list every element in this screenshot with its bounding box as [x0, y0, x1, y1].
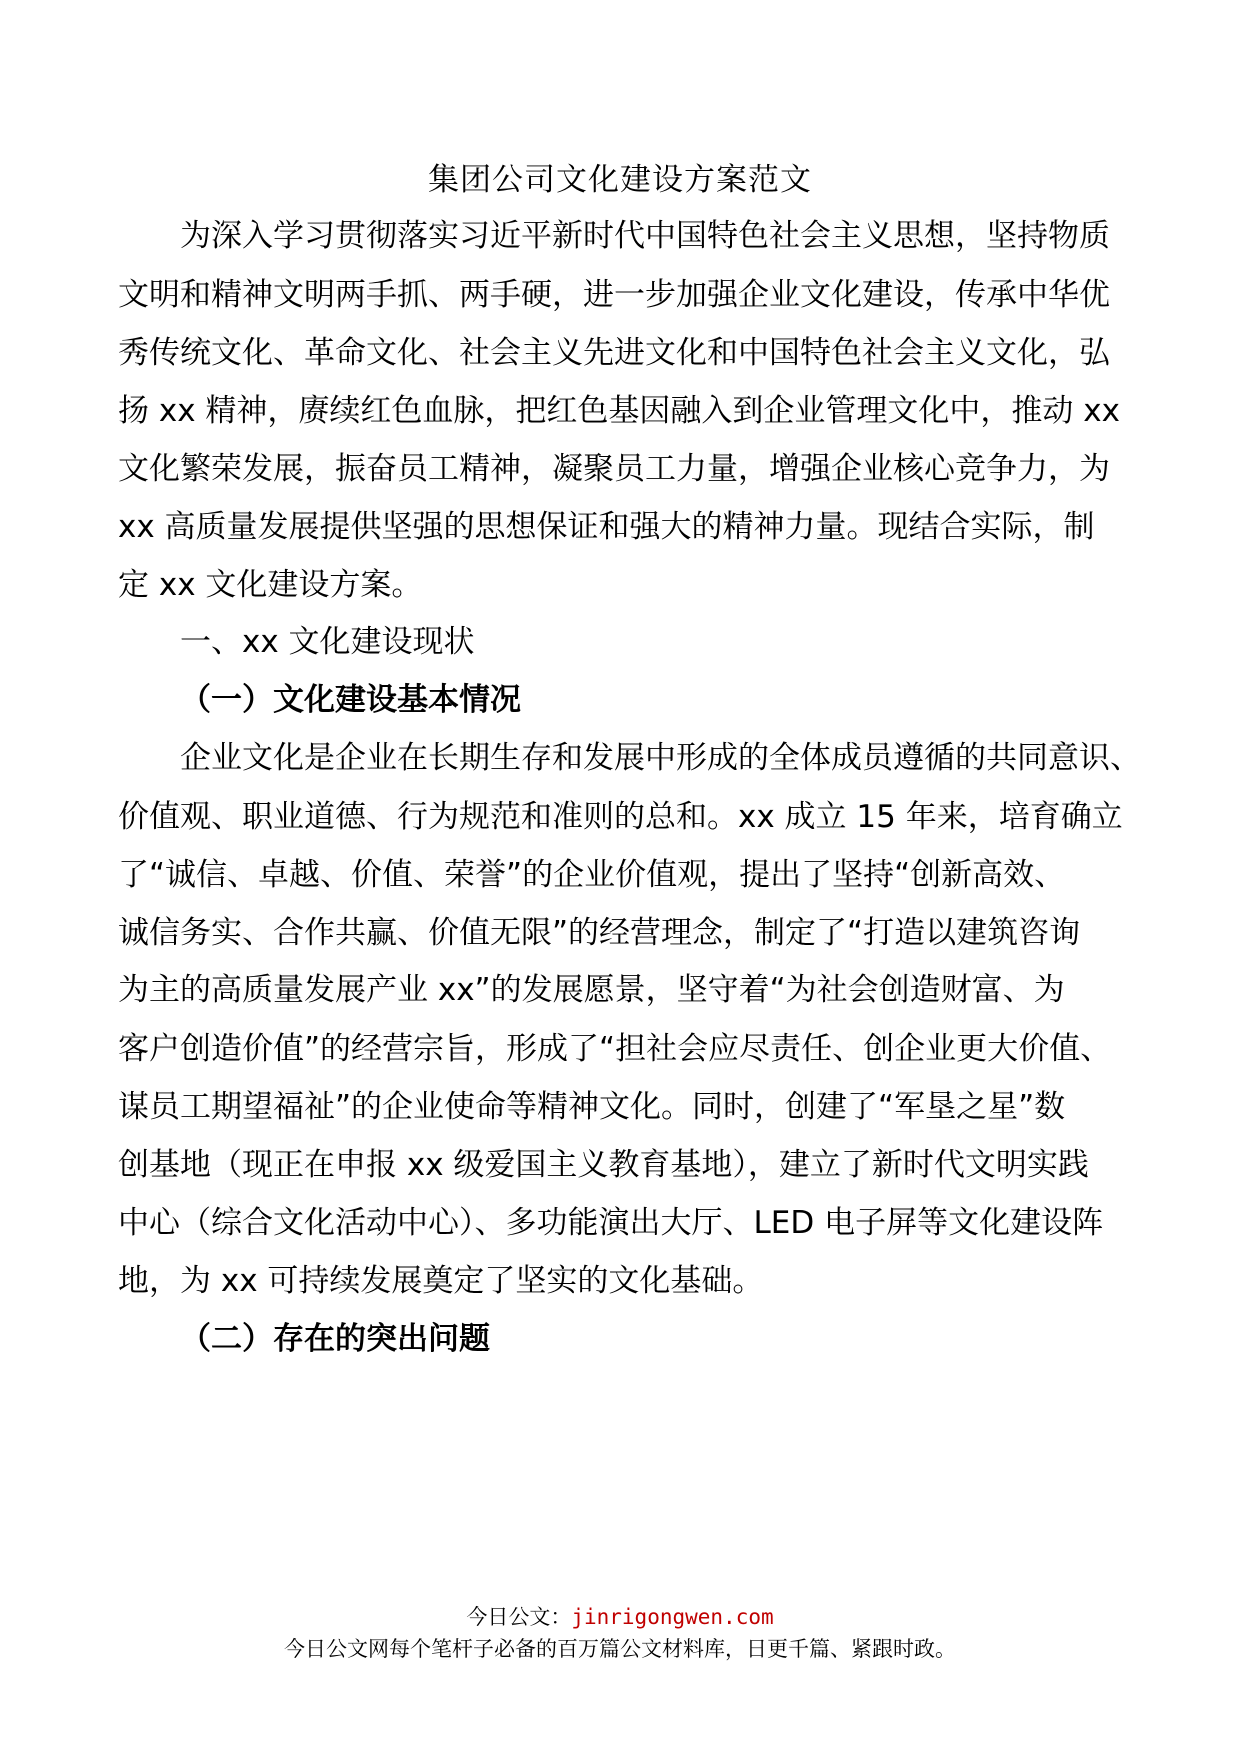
- body-line: 企业文化是企业在长期生存和发展中形成的全体成员遵循的共同意识、: [180, 740, 1141, 776]
- body-line: 了“诚信、卓越、价值、荣誉”的企业价值观，提出了坚持“创新高效、: [118, 857, 1066, 893]
- body-line: 为主的高质量发展产业 xx”的发展愿景，坚守着“为社会创造财富、为: [118, 972, 1065, 1008]
- intro-line: 秀传统文化、革命文化、社会主义先进文化和中国特色社会主义文化，弘: [118, 335, 1110, 371]
- body-line: 客户创造价值”的经营宗旨，形成了“担社会应尽责任、创企业更大价值、: [118, 1031, 1112, 1067]
- section-heading-1: 一、xx 文化建设现状: [180, 624, 475, 660]
- footer-site-link[interactable]: jinrigongwen.com: [571, 1605, 774, 1629]
- footer-site-label: 今日公文：: [466, 1605, 572, 1629]
- intro-line: 文明和精神文明两手抓、两手硬，进一步加强企业文化建设，传承中华优: [118, 277, 1110, 313]
- intro-line: 为深入学习贯彻落实习近平新时代中国特色社会主义思想，坚持物质: [180, 218, 1110, 254]
- body-line: 创基地（现正在申报 xx 级爱国主义教育基地），建立了新时代文明实践: [118, 1147, 1089, 1183]
- intro-line: 定 xx 文化建设方案。: [118, 567, 423, 603]
- body-line: 诚信务实、合作共赢、价值无限”的经营理念，制定了“打造以建筑咨询: [118, 915, 1081, 951]
- body-line: 谋员工期望福祉”的企业使命等精神文化。同时，创建了“军垦之星”数: [118, 1089, 1066, 1125]
- body-line: 地，为 xx 可持续发展奠定了坚实的文化基础。: [118, 1263, 764, 1299]
- document-title: 集团公司文化建设方案范文: [428, 162, 812, 198]
- intro-line: 文化繁荣发展，振奋员工精神，凝聚员工力量，增强企业核心竞争力，为: [118, 451, 1110, 487]
- body-line: 中心（综合文化活动中心）、多功能演出大厅、LED 电子屏等文化建设阵: [118, 1205, 1104, 1241]
- intro-line: xx 高质量发展提供坚强的思想保证和强大的精神力量。现结合实际，制: [118, 509, 1095, 545]
- subsection-heading-1: （一）文化建设基本情况: [180, 682, 521, 718]
- subsection-heading-2: （二）存在的突出问题: [180, 1321, 490, 1357]
- body-line: 价值观、职业道德、行为规范和准则的总和。xx 成立 15 年来，培育确立: [118, 799, 1123, 835]
- footer-site: [0, 1604, 1240, 1630]
- footer-slogan: 今日公文网每个笔杆子必备的百万篇公文材料库，日更千篇、紧跟时政。: [284, 1637, 956, 1661]
- intro-line: 扬 xx 精神，赓续红色血脉，把红色基因融入到企业管理文化中，推动 xx: [118, 393, 1120, 429]
